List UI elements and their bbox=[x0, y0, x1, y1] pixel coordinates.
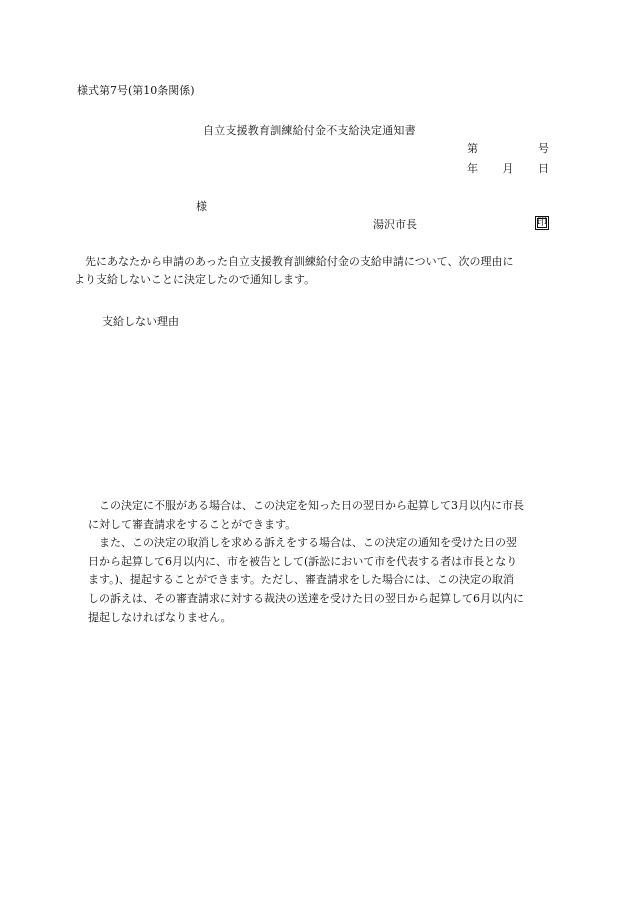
appeal-line: ます。)、提起することができます。ただし、審査請求をした場合には、この決定の取消 bbox=[88, 573, 515, 587]
recipient-suffix: 様 bbox=[196, 200, 207, 213]
issuer-name: 湯沢市長 bbox=[373, 218, 417, 231]
date-month: 月 bbox=[502, 162, 514, 175]
document-title: 自立支援教育訓練給付金不支給決定通知書 bbox=[203, 124, 416, 137]
appeal-line: この決定に不服がある場合は、この決定を知った日の翌日から起算して3月以内に市長 bbox=[88, 499, 524, 512]
number-prefix: 第 bbox=[467, 142, 478, 155]
document-number-line bbox=[467, 143, 549, 154]
appeal-line: 提起しなければなりません。 bbox=[88, 610, 232, 624]
body-line: 先にあなたから申請のあった自立支援教育訓練給付金の支給申請について、次の理由に bbox=[74, 255, 514, 268]
date-year: 年 bbox=[467, 162, 478, 175]
appeal-line: また、この決定の取消しを求める訴えをする場合は、この決定の通知を受けた日の翌 bbox=[88, 536, 517, 550]
number-suffix: 号 bbox=[538, 142, 549, 155]
seal-mark: 印 bbox=[537, 217, 547, 228]
body-paragraph bbox=[74, 256, 552, 292]
appeal-line: に対して審査請求をすることができます。 bbox=[88, 517, 297, 531]
date-line bbox=[467, 163, 549, 174]
reason-heading: 支給しない理由 bbox=[102, 315, 179, 328]
form-number: 様式第7号(第10条関係) bbox=[77, 84, 195, 97]
appeal-line: 日から起算して6月以内に、市を被告として(訴訟において市を代表する者は市長となり bbox=[88, 554, 518, 568]
appeal-notice bbox=[88, 500, 554, 630]
body-line: より支給しないことに決定したので通知します。 bbox=[74, 273, 316, 286]
date-day: 日 bbox=[538, 162, 549, 175]
appeal-line: しの訴えは、その審査請求に対する裁決の送達を受けた日の翌日から起算して6月以内に bbox=[88, 591, 524, 605]
